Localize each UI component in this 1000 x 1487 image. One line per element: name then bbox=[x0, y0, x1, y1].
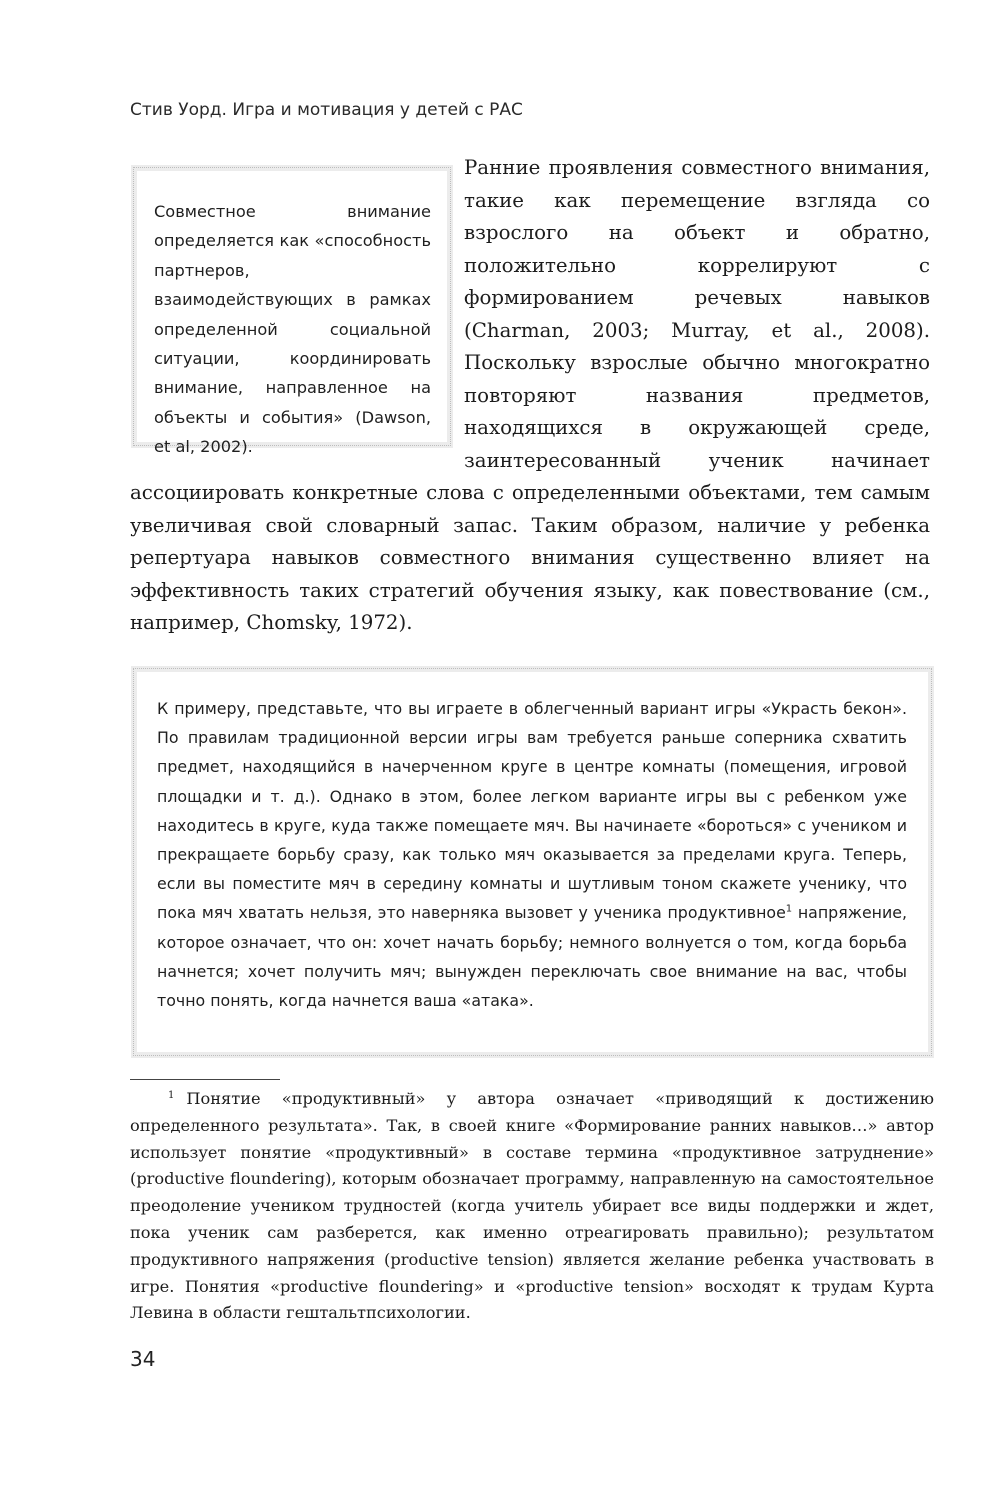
definition-text: Совместное внимание определяется как «способность партнеров, взаимодействующих в рамках определенной социальной ситуации, координировать внимание, направленное на объекты и события» (Dawson, et al, 2002). bbox=[154, 202, 431, 457]
example-text-part-1: К примеру, представьте, что вы играете в облегченный вариант игры «Украсть бекон». По правилам традиционной версии игры вам требуется раньше соперника схватить предмет, находящийся в начерченном круге в центре комнаты (помещения, игровой площадки и т. д.). Однако в этом, более легком варианте игры вы с ребенком уже находитесь в круге, куда также помещаете мяч. Вы начинаете «бороться» с учеником и прекращаете борьбу сразу, как только мяч оказывается за пределами круга. Теперь, если вы поместите мяч в середину комнаты и шутливым тоном скажете ученику, что пока мяч хватать нельзя, это наверняка вызовет у ученика продуктивное bbox=[157, 699, 907, 923]
running-head: Стив Уорд. Игра и мотивация у детей с РАС bbox=[130, 100, 523, 120]
footnote-reference[interactable]: 1 bbox=[785, 904, 793, 916]
footnote bbox=[130, 1086, 934, 1327]
main-paragraph bbox=[130, 152, 930, 640]
example-box bbox=[131, 666, 934, 1058]
footnote-text: Понятие «продуктивный» у автора означает «приводящий к достижению определенного результата». Так, в своей книге «Формирование ранних навыков…» автор использует понятие «продуктивный» в составе термина «продуктивное затруднение» (productive floundering), которым обозначает программу, направленную на самостоятельное преодоление учеником трудностей (когда учитель убирает все виды поддержки и ждет, пока ученик сам разберется, как именно отреагировать правильно); результатом продуктивного напряжения (productive tension) является желание ребенка участвовать в игре. Понятия «productive floundering» и «productive tension» восходят к трудам Курта Левина в области гештальтпсихологии. bbox=[130, 1089, 934, 1323]
page-number: 34 bbox=[130, 1347, 156, 1371]
footnote-mark: 1 bbox=[168, 1089, 175, 1101]
example-text-part-2: напряжение, которое означает, что он: хочет начать борьбу; немного волнуется о том, когда борьба начнется; хочет получить мяч; вынужден переключать свое внимание на вас, чтобы точно понять, когда начнется ваша «атака». bbox=[157, 903, 907, 1011]
footnote-divider bbox=[130, 1079, 280, 1080]
example-text bbox=[157, 694, 907, 1015]
sidebar-wrap-space bbox=[130, 152, 464, 462]
main-paragraph-text: Ранние проявления совместного внимания, такие как перемещение взгляда со взрослого на объект и обратно, положительно коррелируют с формированием речевых навыков (Charman, 2003; Murray, et al., 2008). Поскольку взрослые обычно многократно повторяют названия предметов, находящихся в окружающей среде, заинтересованный ученик начинает ассоциировать конкретные слова с определенными объектами, тем самым увеличивая свой словарный запас. Таким образом, наличие у ребенка репертуара навыков совместного внимания существенно влияет на эффективность таких стратегий обучения языку, как повествование (см., например, Chomsky, 1972). bbox=[130, 156, 930, 634]
